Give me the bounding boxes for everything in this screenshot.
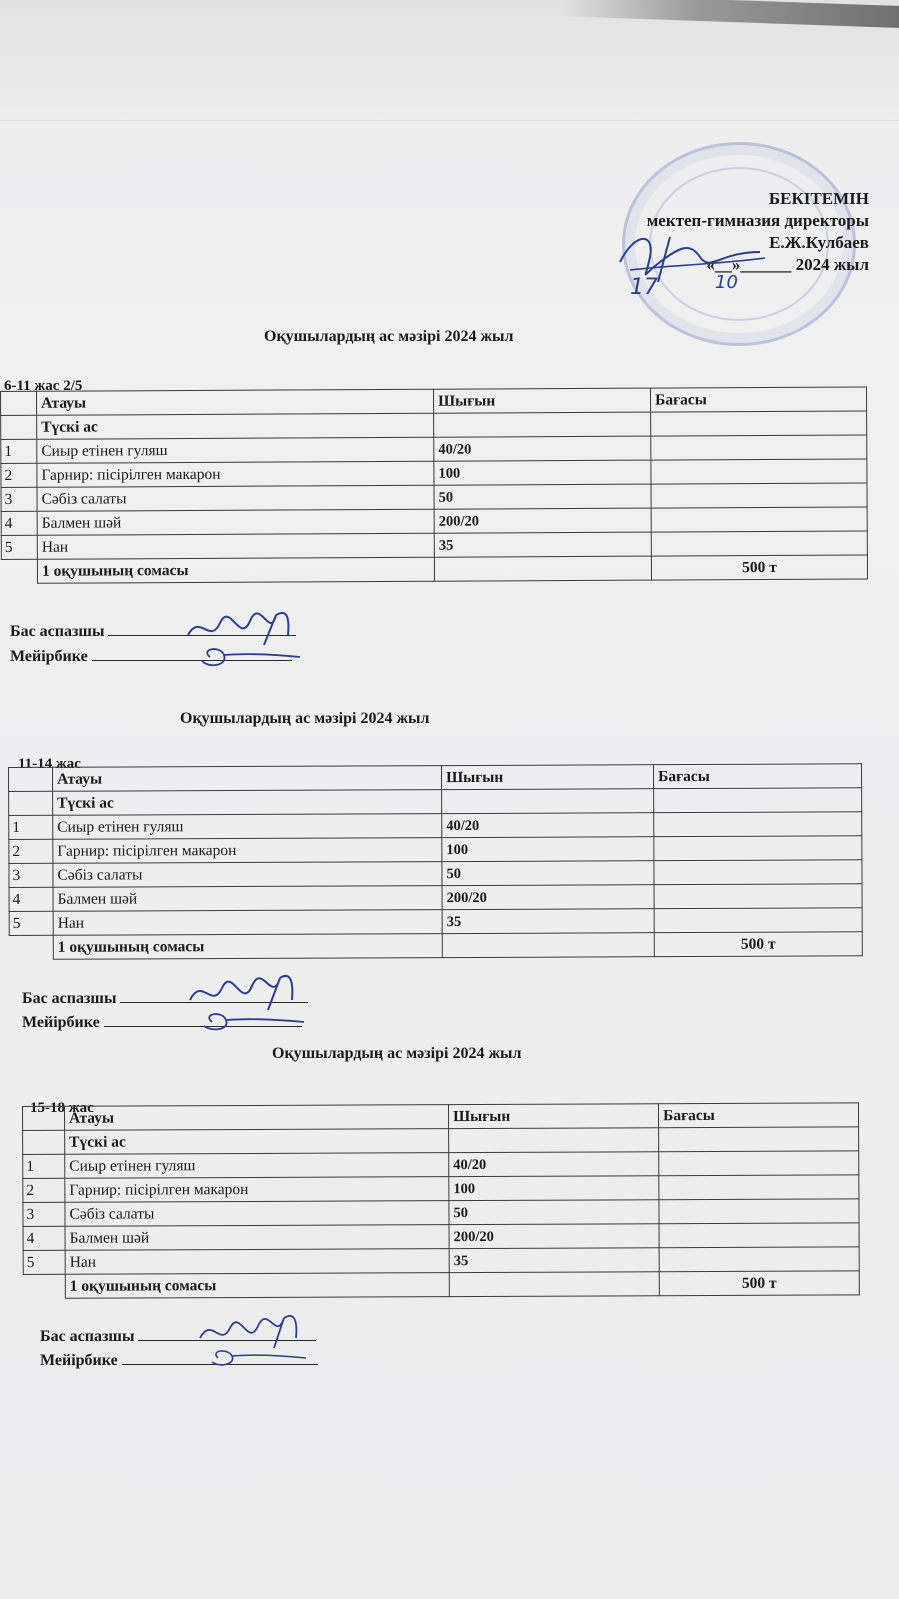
approval-name: Е.Ж.Кулбаев xyxy=(769,233,869,252)
table-row: 2 Гарнир: пісірілген макарон 100 xyxy=(1,459,867,488)
cook-signature-2 xyxy=(180,968,330,1034)
menu-table-1 xyxy=(0,386,868,584)
table-row: 5 Нан 35 xyxy=(1,531,867,560)
menu-title-2: Оқушылардың ас мәзірі 2024 жыл xyxy=(180,710,430,727)
meal-row xyxy=(23,1127,859,1155)
col-header-price: Бағасы xyxy=(650,387,866,412)
approval-title: БЕКІТЕМІН xyxy=(768,189,869,208)
col-header-qty: Шығын xyxy=(448,1104,658,1129)
table-row: 2 Гарнир: пісірілген макарон 100 xyxy=(23,1175,859,1203)
meal-label: Түскі ас xyxy=(65,1129,449,1155)
table-row: 2 Гарнир: пісірілген макарон 100 xyxy=(9,836,862,864)
meal-label: Түскі ас xyxy=(37,413,434,439)
age-group-2: 11-14 жас xyxy=(18,756,81,772)
cook-label: Бас аспазшы xyxy=(40,1328,135,1345)
col-header-price: Бағасы xyxy=(658,1103,858,1128)
director-signature xyxy=(600,222,770,302)
total-label: 1 оқушының сомасы xyxy=(53,934,442,960)
table-header-row xyxy=(23,1103,859,1131)
col-header-qty: Шығын xyxy=(433,388,650,413)
cook-label: Бас аспазшы xyxy=(10,623,105,640)
table-row: 1 Сиыр етінен гуляш 40/20 xyxy=(23,1151,859,1179)
col-header-qty: Шығын xyxy=(441,765,653,790)
age-group-1: 6-11 жас 2/5 xyxy=(4,378,83,394)
col-header-name: Атауы xyxy=(65,1105,449,1131)
nurse-label: Мейірбике xyxy=(10,648,88,665)
approval-day: 17 xyxy=(630,275,658,300)
total-label: 1 оқушының сомасы xyxy=(37,557,434,583)
col-header-name: Атауы xyxy=(53,766,442,792)
total-price: 500 т xyxy=(659,1271,859,1296)
table-row: 4 Балмен шәй 200/20 xyxy=(1,507,867,536)
table-row: 3 Сәбіз салаты 50 xyxy=(23,1199,859,1227)
menu-title-3: Оқушылардың ас мәзірі 2024 жыл xyxy=(272,1045,522,1062)
total-label: 1 оқушының сомасы xyxy=(65,1273,449,1299)
approval-date-line: «__»______ 2024 жыл xyxy=(706,255,869,274)
table-row: 1 Сиыр етінен гуляш 40/20 xyxy=(9,812,862,840)
table-row: 3 Сәбіз салаты 50 xyxy=(1,483,867,512)
table-row: 4 Балмен шәй 200/20 xyxy=(23,1223,859,1251)
table-header-row xyxy=(9,764,862,792)
menu-title-1: Оқушылардың ас мәзірі 2024 жыл xyxy=(264,328,514,345)
nurse-label: Мейірбике xyxy=(22,1014,100,1031)
meal-row xyxy=(9,788,862,816)
total-price: 500 т xyxy=(651,555,867,580)
table-row: 5 Нан 35 xyxy=(9,908,862,936)
col-header-price: Бағасы xyxy=(653,764,861,789)
cook-signature-1 xyxy=(180,605,320,671)
table-row: 1 Сиыр етінен гуляш 40/20 xyxy=(1,435,867,464)
total-row xyxy=(9,932,862,960)
age-group-3: 15-18 жас xyxy=(30,1100,94,1116)
table-row: 4 Балмен шәй 200/20 xyxy=(9,884,862,912)
table-row: 3 Сәбіз салаты 50 xyxy=(9,860,862,888)
total-price: 500 т xyxy=(654,932,862,957)
col-header-name: Атауы xyxy=(37,389,434,415)
menu-table-2 xyxy=(8,763,863,960)
table-row: 5 Нан 35 xyxy=(23,1247,859,1275)
approval-position: мектеп-гимназия директоры xyxy=(646,211,869,230)
meal-label: Түскі ас xyxy=(53,790,442,816)
menu-table-3 xyxy=(22,1102,860,1299)
approval-month: 10 xyxy=(715,272,738,293)
total-row xyxy=(23,1271,859,1299)
total-row xyxy=(1,555,867,584)
cook-label: Бас аспазшы xyxy=(22,990,117,1007)
nurse-label: Мейірбике xyxy=(40,1352,118,1369)
cook-signature-3 xyxy=(190,1308,330,1370)
